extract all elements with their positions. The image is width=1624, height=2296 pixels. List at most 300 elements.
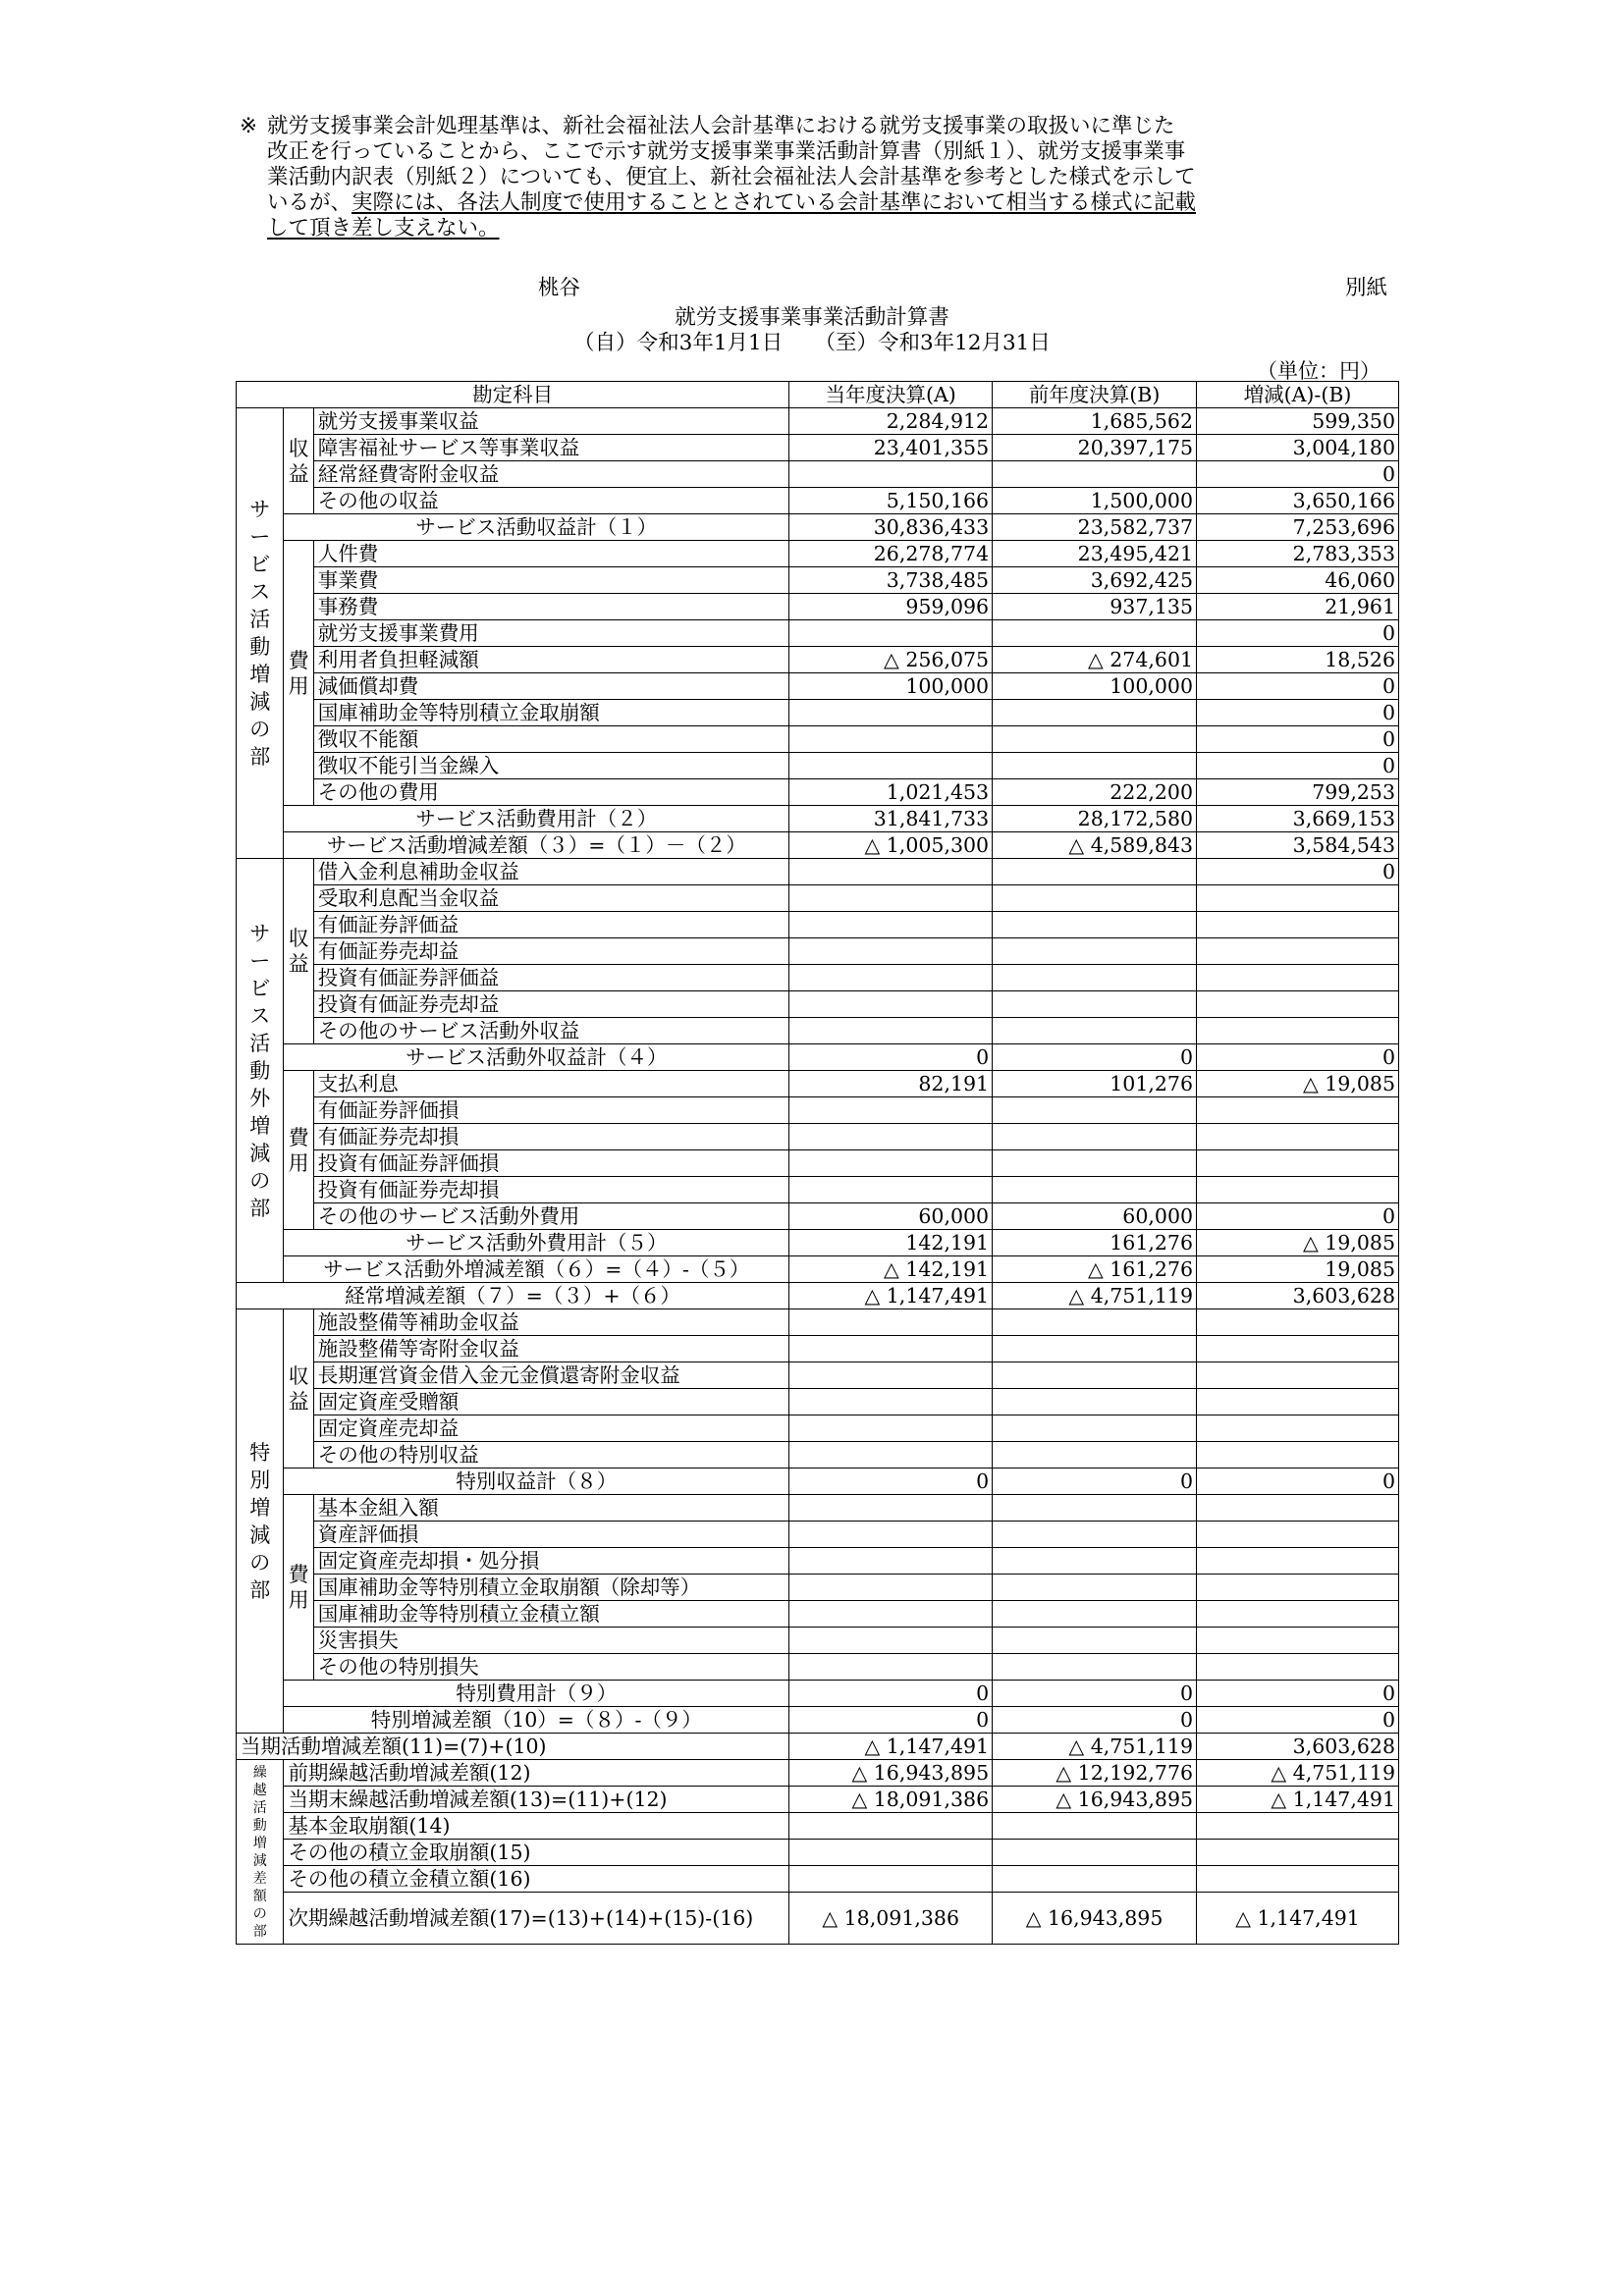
value-cell-a: 100,000 (789, 673, 993, 700)
value-cell-a: 0 (789, 1707, 993, 1734)
note-line (240, 216, 1349, 241)
value-cell-b: △ 4,589,843 (993, 832, 1197, 859)
table-row (237, 620, 1399, 647)
total-label: サービス活動外費用計（５） (284, 1230, 789, 1256)
total-row (237, 1707, 1399, 1734)
value-cell-a: 0 (789, 1044, 993, 1071)
item-label: 基本金取崩額(14) (284, 1813, 789, 1840)
item-label: その他の特別収益 (313, 1442, 789, 1468)
item-label: 支払利息 (313, 1071, 789, 1097)
total-row (237, 1283, 1399, 1309)
item-label: 事業費 (313, 567, 789, 594)
value-cell-b: △ 274,601 (993, 647, 1197, 673)
value-cell-d (1197, 1389, 1399, 1415)
value-cell-d: 3,650,166 (1197, 488, 1399, 514)
value-cell-a: 142,191 (789, 1230, 993, 1256)
total-label: サービス活動外増減差額（６）=（４）-（５） (284, 1256, 789, 1283)
value-cell-d (1197, 965, 1399, 991)
table-row (237, 965, 1399, 991)
value-cell-a: 0 (789, 1681, 993, 1707)
value-cell-b (993, 1548, 1197, 1575)
value-cell-b: 0 (993, 1468, 1197, 1495)
value-cell-a: 5,150,166 (789, 488, 993, 514)
total-row (237, 1256, 1399, 1283)
item-label: その他の費用 (313, 779, 789, 806)
section-nonservice (237, 859, 284, 1283)
value-cell-b (993, 700, 1197, 726)
value-cell-d (1197, 1097, 1399, 1124)
sub-expense (284, 1495, 313, 1681)
sub-revenue-text: 収益 (288, 436, 309, 486)
value-cell-b: 1,685,562 (993, 408, 1197, 435)
item-label: 就労支援事業費用 (313, 620, 789, 647)
value-cell-a (789, 726, 993, 753)
value-cell-a: 2,284,912 (789, 408, 993, 435)
value-cell-d: 0 (1197, 726, 1399, 753)
table-row (237, 1548, 1399, 1575)
item-label: 長期運営資金借入金元金償還寄附金収益 (313, 1362, 789, 1389)
value-cell-a (789, 1628, 993, 1654)
value-cell-b: △ 4,751,119 (993, 1283, 1197, 1309)
total-row (237, 832, 1399, 859)
section-carry-text: 繰越活動増減差額の部 (252, 1764, 267, 1940)
table-row (237, 1760, 1399, 1787)
item-label: 国庫補助金等特別積立金取崩額（除却等） (313, 1575, 789, 1601)
table-row (237, 1309, 1399, 1336)
table-row (237, 859, 1399, 885)
value-cell-d: 0 (1197, 753, 1399, 779)
table-row (237, 700, 1399, 726)
item-label: 固定資産売却損・処分損 (313, 1548, 789, 1575)
total-row (237, 1681, 1399, 1707)
item-label: その他の収益 (313, 488, 789, 514)
value-cell-b (993, 1336, 1197, 1362)
value-cell-b (993, 1601, 1197, 1628)
value-cell-b (993, 1124, 1197, 1150)
value-cell-d (1197, 1548, 1399, 1575)
item-label: 資産評価損 (313, 1522, 789, 1548)
value-cell-d: 0 (1197, 620, 1399, 647)
value-cell-b (993, 461, 1197, 488)
table-row (237, 1840, 1399, 1866)
value-cell-b: △ 16,943,895 (993, 1893, 1197, 1945)
col-header-current: 当年度決算(A) (789, 382, 993, 408)
value-cell-d: △ 19,085 (1197, 1071, 1399, 1097)
value-cell-b: 101,276 (993, 1071, 1197, 1097)
value-cell-b: 937,135 (993, 594, 1197, 620)
value-cell-d (1197, 1654, 1399, 1681)
item-label: 人件費 (313, 541, 789, 567)
item-label: 次期繰越活動増減差額(17)=(13)+(14)+(15)-(16) (284, 1893, 789, 1945)
value-cell-d: 3,584,543 (1197, 832, 1399, 859)
value-cell-a: 0 (789, 1468, 993, 1495)
item-label: 投資有価証券売却益 (313, 991, 789, 1018)
section-special (237, 1309, 284, 1734)
item-label: 事務費 (313, 594, 789, 620)
value-cell-a: △ 18,091,386 (789, 1893, 993, 1945)
value-cell-a (789, 1813, 993, 1840)
note-line: 就労支援事業会計処理基準は、新社会福祉法人会計基準における就労支援事業の取扱いに準じた (267, 114, 1175, 138)
table-row (237, 567, 1399, 594)
table-row (237, 1362, 1399, 1389)
table-row (237, 1097, 1399, 1124)
table-row (237, 726, 1399, 753)
value-cell-d: △ 1,147,491 (1197, 1893, 1399, 1945)
value-cell-b: 28,172,580 (993, 806, 1197, 832)
value-cell-a (789, 885, 993, 912)
value-cell-a (789, 938, 993, 965)
value-cell-d: 0 (1197, 1468, 1399, 1495)
value-cell-b (993, 1654, 1197, 1681)
note-line: 業活動内訳表（別紙２）についても、便宜上、新社会福祉法人会計基準を参考とした様式を示して (267, 165, 1196, 189)
total-label: サービス活動外収益計（４） (284, 1044, 789, 1071)
table-row (237, 1522, 1399, 1548)
table-row (237, 1628, 1399, 1654)
value-cell-b (993, 726, 1197, 753)
table-row (237, 1415, 1399, 1442)
item-label: 施設整備等寄附金収益 (313, 1336, 789, 1362)
value-cell-b: 23,495,421 (993, 541, 1197, 567)
item-label: 徴収不能額 (313, 726, 789, 753)
item-label: その他の積立金積立額(16) (284, 1866, 789, 1893)
item-label: 前期繰越活動増減差額(12) (284, 1760, 789, 1787)
total-row (237, 1468, 1399, 1495)
value-cell-d (1197, 1813, 1399, 1840)
item-label: 借入金利息補助金収益 (313, 859, 789, 885)
total-label: サービス活動費用計（２） (284, 806, 789, 832)
activity-statement-table (236, 381, 1399, 1945)
note-underlined: 実際には、各法人制度で使用することとされている会計基準において相当する様式に記載 (352, 190, 1197, 215)
value-cell-b (993, 1866, 1197, 1893)
item-label: 基本金組入額 (313, 1495, 789, 1522)
value-cell-a: △ 1,147,491 (789, 1734, 993, 1760)
sub-expense (284, 541, 313, 806)
item-label: 利用者負担軽減額 (313, 647, 789, 673)
value-cell-a (789, 1150, 993, 1177)
value-cell-a (789, 1309, 993, 1336)
item-label: 当期末繰越活動増減差額(13)=(11)+(12) (284, 1787, 789, 1813)
value-cell-a (789, 1548, 993, 1575)
section-special-text: 特別増減の部 (249, 1440, 271, 1602)
value-cell-b (993, 1840, 1197, 1866)
value-cell-a: 60,000 (789, 1203, 993, 1230)
value-cell-d: 18,526 (1197, 647, 1399, 673)
value-cell-a: △ 1,005,300 (789, 832, 993, 859)
col-header-previous: 前年度決算(B) (993, 382, 1197, 408)
value-cell-b (993, 1415, 1197, 1442)
value-cell-b (993, 620, 1197, 647)
table-row (237, 885, 1399, 912)
table-row (237, 435, 1399, 461)
item-label: その他の積立金取崩額(15) (284, 1840, 789, 1866)
item-label: 経常経費寄附金収益 (313, 461, 789, 488)
value-cell-d: △ 4,751,119 (1197, 1760, 1399, 1787)
value-cell-d: 0 (1197, 461, 1399, 488)
value-cell-a (789, 1362, 993, 1389)
total-row (237, 514, 1399, 541)
item-label: 固定資産受贈額 (313, 1389, 789, 1415)
value-cell-b (993, 1018, 1197, 1044)
value-cell-b (993, 1389, 1197, 1415)
sub-expense (284, 1071, 313, 1230)
total-label: 当期活動増減差額(11)=(7)+(10) (237, 1734, 789, 1760)
table-row (237, 1150, 1399, 1177)
value-cell-a (789, 1495, 993, 1522)
note-line: 改正を行っていることから、ここで示す就労支援事業事業活動計算書（別紙１）、就労支援事業事 (267, 139, 1186, 164)
value-cell-d (1197, 1018, 1399, 1044)
table-row (237, 1336, 1399, 1362)
value-cell-b: 161,276 (993, 1230, 1197, 1256)
table-row (237, 1654, 1399, 1681)
value-cell-a (789, 1601, 993, 1628)
value-cell-d: 3,004,180 (1197, 435, 1399, 461)
item-label: 受取利息配当金収益 (313, 885, 789, 912)
item-label: 投資有価証券評価損 (313, 1150, 789, 1177)
value-cell-a (789, 1124, 993, 1150)
total-label: 特別収益計（８） (284, 1468, 789, 1495)
value-cell-b (993, 1522, 1197, 1548)
value-cell-a: 26,278,774 (789, 541, 993, 567)
item-label: 障害福祉サービス等事業収益 (313, 435, 789, 461)
table-row (237, 541, 1399, 567)
value-cell-b: △ 12,192,776 (993, 1760, 1197, 1787)
value-cell-b: 20,397,175 (993, 435, 1197, 461)
value-cell-a (789, 620, 993, 647)
value-cell-d (1197, 1601, 1399, 1628)
table-row (237, 408, 1399, 435)
table-row (237, 1177, 1399, 1203)
table-header-row (237, 382, 1399, 408)
value-cell-a: 30,836,433 (789, 514, 993, 541)
value-cell-d (1197, 912, 1399, 938)
value-cell-d: 0 (1197, 859, 1399, 885)
value-cell-a (789, 1018, 993, 1044)
value-cell-a (789, 859, 993, 885)
table-row (237, 779, 1399, 806)
value-cell-b (993, 753, 1197, 779)
value-cell-a: 1,021,453 (789, 779, 993, 806)
total-row (237, 1893, 1399, 1945)
col-header-item: 勘定科目 (237, 382, 789, 408)
value-cell-a: 31,841,733 (789, 806, 993, 832)
attachment-label: 別紙 (1345, 276, 1388, 300)
total-label: 特別費用計（９） (284, 1681, 789, 1707)
value-cell-a: △ 16,943,895 (789, 1760, 993, 1787)
value-cell-b (993, 965, 1197, 991)
table-row (237, 1575, 1399, 1601)
value-cell-d: △ 19,085 (1197, 1230, 1399, 1256)
value-cell-a (789, 1389, 993, 1415)
value-cell-a (789, 1575, 993, 1601)
note-mark: ※ (240, 114, 258, 138)
value-cell-b (993, 1309, 1197, 1336)
table-row (237, 1203, 1399, 1230)
value-cell-a (789, 1840, 993, 1866)
value-cell-a (789, 912, 993, 938)
value-cell-b: △ 161,276 (993, 1256, 1197, 1283)
value-cell-b: △ 16,943,895 (993, 1787, 1197, 1813)
item-label: 固定資産売却益 (313, 1415, 789, 1442)
value-cell-b (993, 1575, 1197, 1601)
value-cell-d (1197, 1309, 1399, 1336)
value-cell-a: △ 256,075 (789, 647, 993, 673)
total-label: サービス活動収益計（１） (284, 514, 789, 541)
value-cell-d: 0 (1197, 673, 1399, 700)
table-row (237, 938, 1399, 965)
sub-revenue (284, 859, 313, 1044)
sub-revenue (284, 408, 313, 514)
note-underlined: して頂き差し支えない。 (267, 216, 500, 240)
item-label: 投資有価証券売却損 (313, 1177, 789, 1203)
value-cell-d: 799,253 (1197, 779, 1399, 806)
value-cell-b: 0 (993, 1681, 1197, 1707)
facility-name: 桃谷 (538, 276, 581, 300)
sub-revenue-text: 収益 (288, 927, 309, 976)
value-cell-d: 3,603,628 (1197, 1734, 1399, 1760)
value-cell-d (1197, 1415, 1399, 1442)
value-cell-b (993, 1177, 1197, 1203)
section-service (237, 408, 284, 859)
table-row (237, 912, 1399, 938)
value-cell-a: △ 1,147,491 (789, 1283, 993, 1309)
value-cell-a (789, 1177, 993, 1203)
section-service-text: サービス活動増減の部 (249, 498, 271, 769)
table-row (237, 1495, 1399, 1522)
sub-revenue-text: 収益 (288, 1363, 309, 1414)
value-cell-d: △ 1,147,491 (1197, 1787, 1399, 1813)
value-cell-d (1197, 938, 1399, 965)
item-label: 有価証券売却益 (313, 938, 789, 965)
value-cell-b (993, 859, 1197, 885)
value-cell-d: 0 (1197, 1681, 1399, 1707)
table-row (237, 1601, 1399, 1628)
value-cell-a: 82,191 (789, 1071, 993, 1097)
value-cell-a (789, 753, 993, 779)
value-cell-d (1197, 1150, 1399, 1177)
item-label: 災害損失 (313, 1628, 789, 1654)
table-row (237, 673, 1399, 700)
table-row (237, 1866, 1399, 1893)
note-block (240, 114, 1349, 241)
value-cell-a (789, 700, 993, 726)
value-cell-a: △ 18,091,386 (789, 1787, 993, 1813)
value-cell-b (993, 938, 1197, 965)
sub-expense-text: 費用 (288, 648, 309, 698)
value-cell-d (1197, 1575, 1399, 1601)
table-row (237, 594, 1399, 620)
item-label: その他の特別損失 (313, 1654, 789, 1681)
value-cell-d: 2,783,353 (1197, 541, 1399, 567)
value-cell-b (993, 1813, 1197, 1840)
value-cell-d (1197, 1840, 1399, 1866)
value-cell-b (993, 1362, 1197, 1389)
section-carry (237, 1760, 284, 1945)
period-range: （自）令和3年1月1日 （至）令和3年12月31日 (573, 331, 1051, 355)
total-row (237, 1230, 1399, 1256)
value-cell-b: 222,200 (993, 779, 1197, 806)
value-cell-b (993, 1442, 1197, 1468)
table-row (237, 488, 1399, 514)
sub-revenue (284, 1309, 313, 1468)
value-cell-a (789, 1442, 993, 1468)
table-row (237, 647, 1399, 673)
value-cell-d (1197, 1336, 1399, 1362)
item-label: 有価証券評価損 (313, 1097, 789, 1124)
sub-expense-text: 費用 (288, 1563, 309, 1612)
value-cell-a (789, 991, 993, 1018)
item-label: その他のサービス活動外収益 (313, 1018, 789, 1044)
table-row (237, 1813, 1399, 1840)
item-label: 減価償却費 (313, 673, 789, 700)
value-cell-d: 21,961 (1197, 594, 1399, 620)
total-row (237, 806, 1399, 832)
value-cell-d (1197, 1124, 1399, 1150)
value-cell-d (1197, 1522, 1399, 1548)
value-cell-b: 0 (993, 1707, 1197, 1734)
total-label: サービス活動増減差額（３）=（１）－（２） (284, 832, 789, 859)
table-row (237, 1124, 1399, 1150)
item-label: 有価証券評価益 (313, 912, 789, 938)
value-cell-b: 100,000 (993, 673, 1197, 700)
col-header-diff: 増減(A)-(B) (1197, 382, 1399, 408)
value-cell-d: 599,350 (1197, 408, 1399, 435)
value-cell-b (993, 1628, 1197, 1654)
value-cell-d (1197, 1177, 1399, 1203)
value-cell-d: 3,669,153 (1197, 806, 1399, 832)
value-cell-d: 3,603,628 (1197, 1283, 1399, 1309)
value-cell-b (993, 912, 1197, 938)
value-cell-b: 60,000 (993, 1203, 1197, 1230)
table-row (237, 1442, 1399, 1468)
unit-label: （単位：円） (1257, 359, 1380, 383)
item-label: 有価証券売却損 (313, 1124, 789, 1150)
value-cell-a (789, 1336, 993, 1362)
value-cell-d (1197, 991, 1399, 1018)
document-title: 就労支援事業事業活動計算書 (675, 305, 949, 330)
item-label: 徴収不能引当金繰入 (313, 753, 789, 779)
value-cell-a (789, 1866, 993, 1893)
value-cell-a (789, 1522, 993, 1548)
value-cell-d: 0 (1197, 700, 1399, 726)
value-cell-b (993, 1495, 1197, 1522)
table-row (237, 1787, 1399, 1813)
table-row (237, 1018, 1399, 1044)
sub-expense-text: 費用 (288, 1125, 309, 1175)
value-cell-d (1197, 1866, 1399, 1893)
item-label: 国庫補助金等特別積立金積立額 (313, 1601, 789, 1628)
table-row (237, 753, 1399, 779)
table-row (237, 1389, 1399, 1415)
total-label: 経常増減差額（７）=（３）+（６） (237, 1283, 789, 1309)
value-cell-b (993, 991, 1197, 1018)
value-cell-d (1197, 1442, 1399, 1468)
total-row (237, 1734, 1399, 1760)
value-cell-a (789, 461, 993, 488)
value-cell-d (1197, 1362, 1399, 1389)
value-cell-a (789, 1654, 993, 1681)
value-cell-a: △ 142,191 (789, 1256, 993, 1283)
total-row (237, 1044, 1399, 1071)
table-row (237, 1071, 1399, 1097)
value-cell-d (1197, 1628, 1399, 1654)
value-cell-d: 7,253,696 (1197, 514, 1399, 541)
value-cell-a: 23,401,355 (789, 435, 993, 461)
value-cell-b: 3,692,425 (993, 567, 1197, 594)
item-label: 投資有価証券評価益 (313, 965, 789, 991)
value-cell-b (993, 1150, 1197, 1177)
value-cell-b: 23,582,737 (993, 514, 1197, 541)
value-cell-d: 0 (1197, 1203, 1399, 1230)
